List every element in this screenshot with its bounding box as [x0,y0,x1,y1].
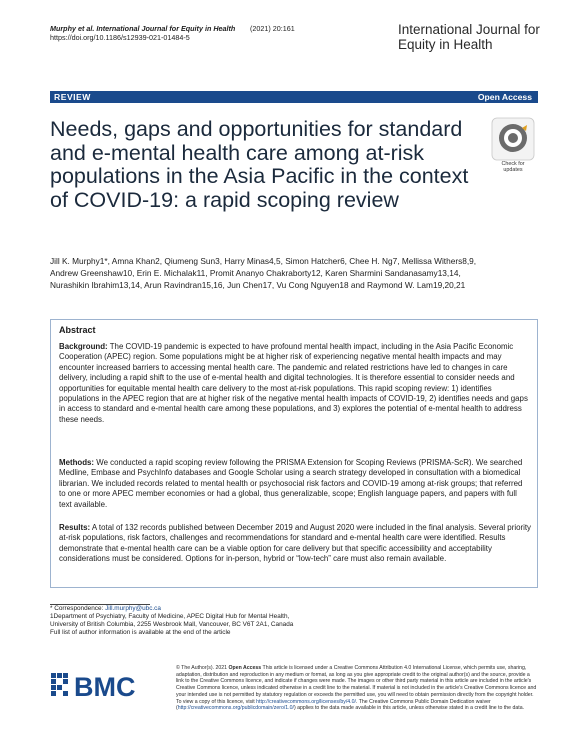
correspondence-email-link[interactable]: Jill.murphy@ubc.ca [105,605,161,612]
author-list [50,256,538,291]
abstract-heading: Abstract [59,325,96,335]
check-for-updates-label[interactable] [487,161,539,173]
bmc-logo [50,670,160,702]
article-type-label: REVIEW [54,92,91,102]
article-type-band [50,91,538,103]
author-line-3: Nurashikin Ibrahim13,14, Arun Ravindran15,16, Jun Chen17, Vu Cong Nguyen18 and Raymond W. Lam19,20,21 [50,279,466,290]
correspondence-label: * Correspondence: [50,605,104,612]
license-statement [176,665,538,712]
results-label: Results: [59,523,91,532]
license-text-2: . The Creative Commons Public Domain Dedication waiver ( [176,698,491,712]
license-open-access: Open Access [228,665,262,671]
background-label: Background: [59,342,108,351]
methods-label: Methods: [59,458,95,467]
bmc-logo-text: BMC [74,672,136,702]
article-title: Needs, gaps and opportunities for standard and e-mental health care among at-risk populations in the Asia Pacific in the context of COVID-19: a rapid scoping review [50,117,469,212]
full-list-note: Full list of author information is available at the end of the article [50,629,231,636]
license-text-3: ) applies to the data made available in this article, unless otherwise stated in a credit line to the data. [293,705,525,712]
background-text: The COVID-19 pandemic is expected to have profound mental health impact, including in the Asia Pacific Economic Cooperation (APEC) region. Some populations might be at higher risk of experiencing negative mental health impacts and may encounter increased barriers to accessing mental health care. The pandemic and related restrictions have led to changes in care delivery, including a rapid shift to the use of e-mental health and digital technologies. It is therefore essential to consider needs and opportunities for equitable mental health care delivery to the most at-risk populations. This rapid scoping review: 1) identifies populations in the APEC region that are at higher risk of the negative mental health impacts of COVID-19, 2) identifies needs and gaps in access to standard and e-mental health care among these populations, and 3) explores the potential of e-mental health to address these needs. [59,342,528,424]
doi-link[interactable]: https://doi.org/10.1186/s12939-021-01484-5 [50,33,190,42]
affiliation-text: 1Department of Psychiatry, Faculty of Medicine, APEC Digital Hub for Mental Health, University of British Columbia, 2255 Wesbrook Mall, Vancouver, BC V6T 2A1, Canada [50,613,294,628]
badge-line-1: Check for [501,161,525,167]
abstract-results [59,523,531,565]
abstract-background [59,342,531,425]
license-text-1: This article is licensed under a Creative Commons Attribution 4.0 International License, which permits use, sharing, adaptation, distribution and reproduction in any medium or format, as long as you give appropriate credit to the original author(s) and the source, provide a link to the Creative Commons licence, and indicate if changes were made. The images or other third party material in this article are included in the article's Creative Commons licence, unless indicated otherwise in a credit line to the material. If material is not included in the article's Creative Commons licence and your intended use is not permitted by statutory regulation or exceeds the permitted use, you will need to obtain permission directly from the copyright holder. To view a copy of this licence, visit [176,665,537,705]
results-text: A total of 132 records published between December 2019 and August 2020 were included in the final analysis. Several priority at-risk populations, risk factors, challenges and recommendations for standard and e-mental health care were identified. Results demonstrate that e-mental health care can be a viable option for care delivery but that specific accessibility and acceptability considerations must be considered. Options for in-person, hybrid or “low-tech” care must also remain available. [59,523,531,564]
cc-zero-link[interactable]: http://creativecommons.org/publicdomain/zero/1.0/ [177,705,294,712]
volume-info: (2021) 20:161 [250,24,295,33]
methods-text: We conducted a rapid scoping review following the PRISMA Extension for Scoping Reviews (PRISMA-ScR). We searched Medline, Embase and PsychInfo databases and Google Scholar using a search strategy developed in consultation with a biomedical librarian. We included records related to mental health or psychosocial risk factors and COVID-19 among at-risk groups; that referred to one or more APEC member economies or had a global, thus generalizable, scope; English language papers, and papers with full text available. [59,458,523,509]
check-for-updates-icon[interactable] [491,117,535,161]
citation-text: Murphy et al. International Journal for Equity in Health [50,24,236,33]
cc-by-link[interactable]: http://creativecommons.org/licenses/by/4.0/ [256,698,356,705]
author-line-1: Jill K. Murphy1*, Amna Khan2, Qiumeng Sun3, Harry Minas4,5, Simon Hatcher6, Chee H. Ng7, Mellissa Withers8,9, [50,256,477,266]
correspondence-block [50,605,300,637]
citation-header [50,24,235,42]
open-access-label: Open Access [477,92,532,102]
journal-name: International Journal for Equity in Health [398,22,540,52]
author-line-2: Andrew Greenshaw10, Erin E. Michalak11, Promit Ananyo Chakraborty12, Karen Sharmini Sandanasamy13,14, [50,267,461,278]
abstract-box [50,319,538,588]
license-lead: © The Author(s). 2021 [176,665,228,671]
abstract-methods [59,458,531,510]
badge-line-2: updates [503,167,523,174]
